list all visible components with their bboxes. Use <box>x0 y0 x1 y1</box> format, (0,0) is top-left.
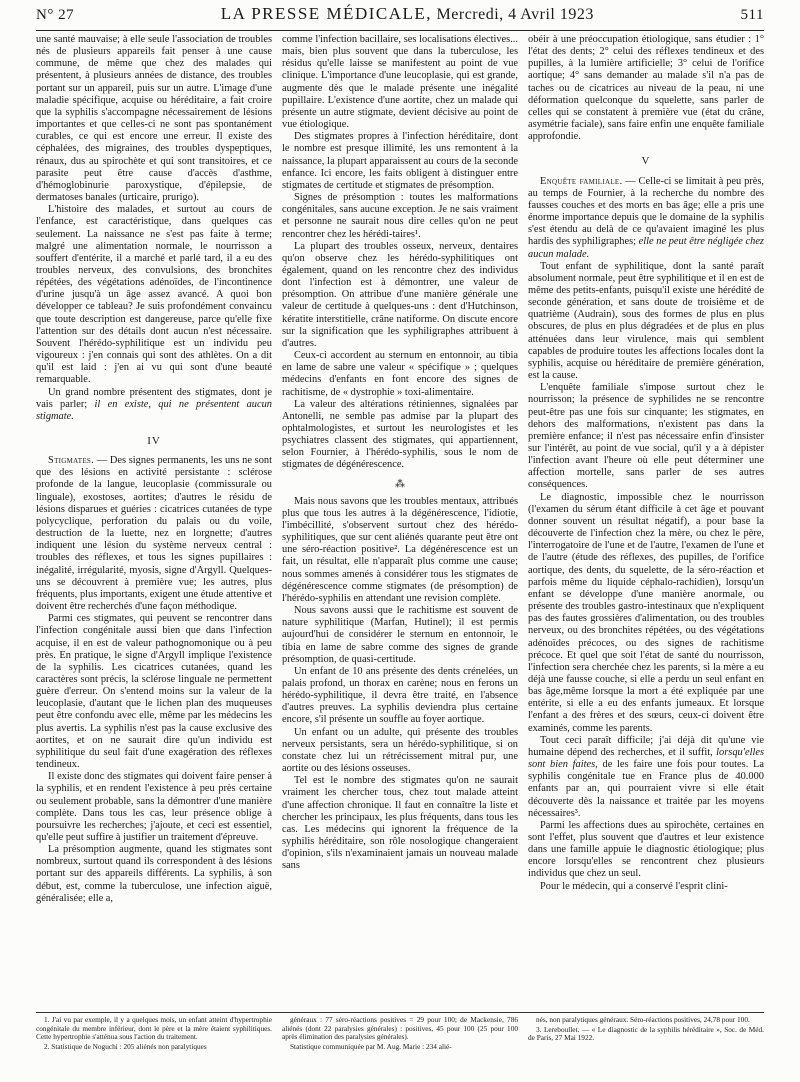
paragraph: Un enfant de 10 ans présente des dents crénelées, un palais profond, un thorax en carène; nous en ferons un hérédo-syphilitique, il devra être traité, en l'absence d'autres preuves. La syphilis deviendra plus certaine encore, s'il présente un souffle au foyer aortique. <box>282 665 518 726</box>
footnote-2: 2. Statistique de Noguchi : 205 aliénés non paralytiques <box>44 1041 207 1051</box>
footnote-2-continued: généraux : 77 séro-réactions positives = 29 pour 100; de Mackensie, 786 aliénés (dont 22 paralysies générales) : positives, 45 pour 100 (25 pour 100 après élimination des paralysies générales). <box>282 1016 518 1042</box>
text-span: de les faire une fois pour toutes. La syphilis congénitale tue en France plus de 40.000 enfants par an, qui pourraient vivre si elle était découverte dès la naissance et traitée par les moyens nécessaires³. <box>528 759 764 819</box>
paragraph: Nous savons aussi que le rachitisme est souvent de nature syphilitique (Marfan, Hutinel); il est permis aujourd'hui de considérer le sternum en entonnoir, le tibia en lame de sabre comme des signes de grande présomption, de quasi-certitude. <box>282 605 518 665</box>
footnote-2-continued: nés, non paralytiques généraux. Séro-réactions positives, 24,78 pour 100. <box>536 1016 750 1024</box>
footnote-3: 3. Lereboullet. — « Le diagnostic de la syphilis héréditaire », Soc. de Méd. de Paris, 27 Mai 1922. <box>528 1024 764 1043</box>
paragraph <box>36 387 272 423</box>
paragraph: L'enquête familiale s'impose surtout chez le nourrisson; la présence de syphilides ne se rencontre peut-être pas une fois sur cinquante; les stigmates, en dehors des malformations, n'existent pas dans la première enfance; il n'est pas nécessaire enfin d'insister sur l'intérêt, au point de vue social, qu'il y a à dépister l'infection avant l'heure où elle peut déterminer une affection mortelle, sans parler de ses autres conséquences. <box>528 382 764 491</box>
italic-text: il en existe, qui ne présentent aucun stigmate. <box>36 398 272 422</box>
italic-text: elle ne peut être négligée chez aucun malade. <box>528 236 764 260</box>
paragraph: comme l'infection bacillaire, ses localisations électives... mais, bien plus souvent que dans la tuberculose, les résidus qu'elle laisse se manifestent au point de vue clinique. L'importance d'une leucoplasie, qui est grande, augmente dès que le malade présente une inégalité pupillaire. L'existence d'une aortite, chez un malade qui présente un autre stigmate, devient décisive au point de vue étiologique. <box>282 34 518 131</box>
paragraph: La plupart des troubles osseux, nerveux, dentaires qu'on observe chez les hérédo-syphilitiques ont également, quand on les rencontre chez des individus dont l'infection est à démontrer, une valeur de présomption. On attribue d'une manière générale une valeur de certitude à quelques-uns : dent d'Hutchinson, kératite interstitielle, crâne natiforme. On discute encore sur la signification que les syphiligraphes attribuent à d'autres. <box>282 240 518 349</box>
footnotes-column-2 <box>282 1016 518 1078</box>
text-span: Tout ceci paraît difficile; j'ai déjà dit qu'une vie humaine dépend des recherches, et il suffit, <box>528 734 764 758</box>
asterism-divider: ⁂ <box>395 478 405 490</box>
footnotes <box>36 1012 764 1078</box>
paragraph: Parmi les affections dues au spirochète, certaines en sont l'effet, plus souvent que d'autres et leur existence dans une famille appuie le diagnostic étiologique; plus encore lorsqu'elles se rencontrent chez plusieurs individus que chez un seul. <box>528 819 764 880</box>
footnotes-column-3 <box>528 1016 764 1078</box>
paragraph <box>36 455 272 613</box>
section-heading-v: V <box>641 155 651 168</box>
journal-name: LA PRESSE MÉDICALE, <box>220 4 433 23</box>
journal-title <box>221 4 594 24</box>
paragraph: La présomption augmente, quand les stigmates sont nombreux, surtout quand ils correspondent à des lésions portant sur des appareils différents. La syphilis, à son début, est, comme la tuberculose, une infection aiguë, généralisée; elle a, <box>36 844 272 904</box>
page-header <box>36 4 764 31</box>
paragraph: L'histoire des malades, et surtout au cours de l'enfance, est caractéristique, dans quelques cas seulement. La naissance ne s'est pas faite à terme; malgré une alimentation normale, le nourrisson a souffert d'entérite, il a marché et parlé tard, il a eu des troubles nerveux, des convulsions, des bronchites répétées, des végétations adénoïdes, de l'incontinence d'urine jusqu'à un âge assez avancé. A quoi bon développer ce tableau? Je suis profondément convaincu que toute description est dangereuse, parce qu'elle fixe l'attention sur des détails dont aucun n'est nécessaire. Souvent l'hérédo-syphilitique est un individu peu vigoureux : j'en connais qui sont des athlètes. On a dit qu'il est laid : j'en ai vu qui sont d'une beauté remarquable. <box>36 204 272 386</box>
paragraph: Il existe donc des stigmates qui doivent faire penser à la syphilis, et en rendent l'existence à peu près certaine ou seulement probable, sans la démontrer d'une manière complète. Dans tous les cas, leur présence oblige à poursuivre les recherches; j'ajoute, et ceci est essentiel, qu'elle peut suffire à justifier un traitement d'épreuve. <box>36 771 272 843</box>
paragraph: une santé mauvaise; à elle seule l'association de troubles nés de plusieurs appareils fait penser à une cause commune, de même que chez des malades qui présentent, à plusieurs années de distance, des troubles portant sur un appareil, puis sur un autre. L'image d'une maladie spécifique, acquise ou héréditaire, a fait croire que la syphilis s'accompagne nécessairement de lésions importantes et que celles-ci ne sont pas spontanément curables, ce qui est encore une erreur. Il existe des céphalées, des migraines, des troubles dyspeptiques, rénaux, dus au spirochète et qui sont transitoires, et ce parasite peut être cause d'accès d'asthme, d'hémoglobinurie paroxystique, d'épilepsie, de dermatoses banales (urticaire, prurigo). <box>36 34 272 204</box>
article-body <box>36 34 764 1009</box>
page-number: 511 <box>740 7 764 23</box>
italic-text: lorsqu'elles sont bien faites, <box>528 746 764 771</box>
text-span: — Des signes permanents, les uns ne sont que des lésions en activité persistante : sclérose profonde de la langue, leucoplasie (commissurale ou linguale), exostoses, aortites; d'autres le résidu de lésions disparues et guéries : cicatrices cutanées de type polycyclique, perforation du palais ou du voile, destruction de la luette, nez en lorgnette; d'autres indiquent une lésion du système nerveux central : troubles des réflexes, et tous les signes pupillaires : inégalité, irrégularité, myosis, signe d'Argyll. Quelques-uns se découvrent à première vue; les autres, plus fréquents, plus importants, exigent une étude attentive et doivent être recherchés d'une façon méthodique. <box>36 455 272 613</box>
paragraph-lead: Stigmates. <box>48 455 94 467</box>
column-2 <box>282 34 518 1009</box>
column-1 <box>36 34 272 1009</box>
text-span: — Celle-ci se limitait à peu près, au temps de Fournier, à la recherche du nombre des fausses couches et des morts en bas âge; elle a pris une énorme importance depuis que le domaine de la syphilis s'est étendu au delà de ce qu'avaient imaginé les plus hardis des syphiligraphes; <box>528 175 764 248</box>
paragraph: La valeur des altérations rétiniennes, signalées par Antonelli, ne semble pas admise par la plupart des ophtalmologistes, et surtout les neurologistes et les psychiatres classent des stigmates, qui appartiennent, selon Fournier, à l'hérédo-syphilis, sous le nom de stigmates de dégénérescence. <box>282 398 518 471</box>
paragraph <box>528 735 764 820</box>
paragraph: Mais nous savons que les troubles mentaux, attribués plus que tous les autres à la dégénérescence, l'idiotie, l'imbécillité, s'observent surtout chez des hérédo-syphilitiques, que sur cent aliénés quarante peut être ont une séro-réaction positive². La dégénérescence est un fait, un résultat, elle n'apparaît plus comme une cause; nous sommes amenés à considérer tous les stigmates de dégénérescence comme stigmates (de présomption) de l'hérédo-syphilis en attendant une revision complète. <box>282 495 518 604</box>
paragraph-lead: Enquête familiale. <box>540 175 623 187</box>
paragraph: Parmi ces stigmates, qui peuvent se rencontrer dans l'infection congénitale aussi bien que dans l'infection acquise, il en est de valeur pathognomonique ou à peu près. En pratique, le signe d'Argyll implique l'existence de la syphilis. Les cicatrices cutanées, quand les caractères sont précis, la sclérose linguale ne permettent guère d'erreur. On s'entend moins sur la valeur de la leucoplasie, d'autant que le lichen plan des muqueuses peut être confondu avec elle, même par les médecins les plus avertis. La syphilis n'est pas la cause exclusive des aortites, et on ne saurait dire qu'un individu est syphilitique du seul fait d'une exagération des réflexes tendineux. <box>36 613 272 771</box>
paragraph <box>528 176 764 261</box>
column-3 <box>528 34 764 1009</box>
section-heading-iv: IV <box>147 435 161 447</box>
paragraph: Un enfant ou un adulte, qui présente des troubles nerveux persistants, sera un hérédo-syphilitique, si on constate chez lui un rétrécissement mitral pur, une aortite ou des lésions osseuses. <box>282 726 518 775</box>
paragraph: Pour le médecin, qui a conservé l'esprit clini- <box>540 880 728 892</box>
paragraph: Tel est le nombre des stigmates qu'on ne saurait vraiment les chercher tous, chez tout malade atteint d'une affection chronique. Il faut en connaître la liste et chercher les principaux, les plus fréquents, dans tous les cas. Les médecins qui ignorent la fréquence de la syphilis héréditaire, son rôle nosologique changeraient d'opinion, s'ils n'examinaient jamais un nouveau malade sans <box>282 775 518 872</box>
paragraph: Tout enfant de syphilitique, dont la santé paraît absolument normale, peut être syphilitique et il en est de même des petits-enfants, puisqu'il existe une hérédité de seconde génération, et sans doute de troisième et de quatrième (Audrain), sous des formes de plus en plus obscures, de plus en plus dégradées et de plus en plus atténuées dans leur virulence, mais qui semblent capables de produire toutes les affections locales dont la syphilis, acquise ou héréditaire de première génération, est la cause. <box>528 260 764 382</box>
footnotes-column-1 <box>36 1016 272 1078</box>
paragraph: Des stigmates propres à l'infection héréditaire, dont le nombre est presque illimité, les uns remontent à la naissance, la plupart apparaissent au cours de la seconde enfance. Ici encore, les faits obligent à distinguer entre stigmates de certitude et stigmates de présomption. <box>282 131 518 191</box>
footnote-2-continued: Statistique communiquée par M. Aug. Marie : 234 alié- <box>290 1041 452 1051</box>
paragraph: Signes de présomption : toutes les malformations congénitales, sans aucune exception. Je ne sais vraiment et personne ne saurait nous dire celles qu'on ne peut rencontrer chez les hérédi-taires¹. <box>282 192 518 240</box>
paragraph: Le diagnostic, impossible chez le nourrisson (l'examen du sérum étant difficile à cet âge et pouvant donner souvent un résultat négatif), a pour base la découverte de l'infection chez la mère, ou chez le père, l'interrogatoire de l'une et de l'autre, l'examen de l'une et de l'autre (étude des réflexes, des pupilles, de l'orifice aortique, des dents, du squelette, de la séro-réaction et parfois même du liquide céphalo-rachidien), lorsqu'un enfant se développe d'une manière anormale, ou présente des troubles gastro-intestinaux que n'expliquent pas des fautes grossières d'alimentation, ou des troubles nerveux, ou des bronchites répétées, ou des végétations adénoïdes précoces, ou des signes de rachitisme précoce. Et quel que soit l'état de santé du nourrisson, l'infection sera cherchée chez les parents, si la mère a eu déjà une fausse couche, si elle a perdu un seul enfant en bas âge,même lorsque la mort a été expliquée par une entérite, si elle a eu des enfants jumeaux. Et lorsque l'enfant a des frères et des sœurs, ceux-ci doivent être examinés, comme les parents. <box>528 491 764 734</box>
footnote-1: 1. J'ai vu par exemple, il y a quelques mois, un enfant atteint d'hypertrophie congénitale du membre inférieur, dont le père et la mère étaient syphilitiques. Cette hypertrophie s'atténua sous l'action du traitement. <box>36 1016 272 1042</box>
issue-date: Mercredi, 4 Avril 1923 <box>436 6 594 23</box>
text-span: Un grand nombre présentent des stigmates, dont je vais parler; <box>36 386 272 410</box>
paragraph: Ceux-ci accordent au sternum en entonnoir, au tibia en lame de sabre une valeur « spécifique » ; quelques médecins d'enfants en font encore des signes de rachitisme, de « dystrophie » toxi-alimentaire. <box>282 350 518 398</box>
issue-number: N° 27 <box>36 7 75 23</box>
paragraph: obéir à une préoccupation étiologique, sans étudier : 1° l'état des dents; 2° celui des réflexes tendineux et des pupilles, à la lumière artificielle; 3° celui de l'orifice aortique; 4° sans demander au malade s'il n'a pas de taches ou de cicatrices au niveau de la peau, ni une déformation quelconque du squelette, sans parler de celles qui se constatent à première vue (état du crâne, asymétrie faciale), sans faire enfin une enquête familiale approfondie. <box>528 34 764 143</box>
